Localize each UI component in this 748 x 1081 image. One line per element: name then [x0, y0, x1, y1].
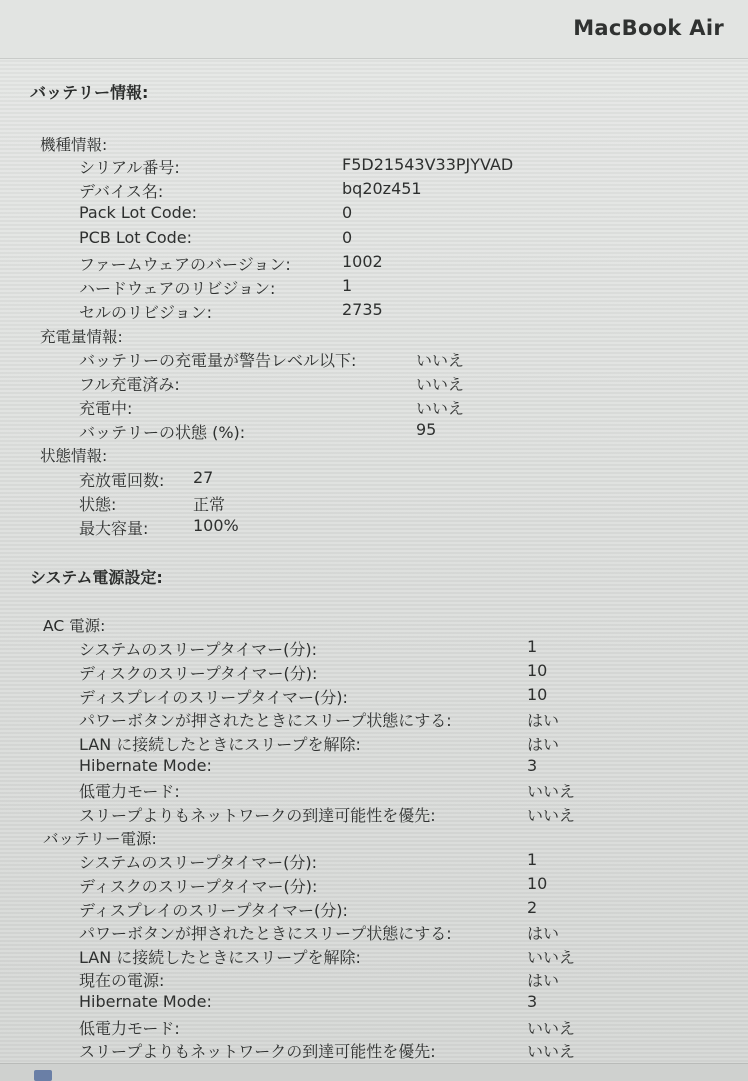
ac-power-value: はい [527, 735, 560, 754]
ac-power-value: はい [527, 711, 560, 730]
health-info-heading: 状態情報: [40, 447, 108, 465]
battery-power-label: ディスクのスリープタイマー(分): [79, 877, 318, 896]
health-info-label: 状態: [79, 495, 117, 514]
charge-info-label: フル充電済み: [79, 375, 180, 394]
laptop-icon [34, 1070, 52, 1081]
ac-power-value: いいえ [527, 806, 576, 825]
battery-power-label: 現在の電源: [79, 971, 165, 990]
charge-info-heading: 充電量情報: [40, 328, 123, 346]
battery-power-value: いいえ [527, 948, 576, 967]
ac-power-value: 10 [527, 661, 548, 680]
charge-info-value: 95 [416, 420, 437, 439]
battery-power-label: スリープよりもネットワークの到達可能性を優先: [79, 1042, 436, 1061]
health-info-label: 最大容量: [79, 519, 149, 538]
model-info-value: 0 [342, 203, 353, 222]
ac-power-label: パワーボタンが押されたときにスリープ状態にする: [79, 711, 452, 730]
charge-info-label: バッテリーの充電量が警告レベル以下: [79, 351, 357, 370]
model-info-heading: 機種情報: [40, 136, 108, 154]
ac-power-label: 低電力モード: [79, 782, 180, 801]
ac-power-heading: AC 電源: [43, 617, 106, 635]
power-settings-section-title: システム電源設定: [30, 568, 163, 587]
health-info-label: 充放電回数: [79, 471, 165, 490]
health-info-value: 正常 [193, 495, 226, 514]
model-info-label: ファームウェアのバージョン: [79, 255, 291, 274]
battery-power-value: はい [527, 971, 560, 990]
battery-report-pane[interactable] [0, 58, 748, 1063]
battery-power-heading: バッテリー電源: [43, 830, 157, 848]
model-info-label: PCB Lot Code: [79, 228, 193, 247]
path-bar [0, 1063, 748, 1081]
charge-info-value: いいえ [416, 399, 465, 418]
ac-power-label: スリープよりもネットワークの到達可能性を優先: [79, 806, 436, 825]
window-header [0, 0, 748, 59]
ac-power-value: いいえ [527, 782, 576, 801]
battery-power-label: LAN に接続したときにスリープを解除: [79, 948, 361, 967]
model-info-label: シリアル番号: [79, 158, 180, 177]
ac-power-label: ディスプレイのスリープタイマー(分): [79, 688, 348, 707]
battery-power-value: 3 [527, 992, 538, 1011]
ac-power-label: ディスクのスリープタイマー(分): [79, 664, 318, 683]
model-info-label: ハードウェアのリビジョン: [79, 279, 276, 298]
battery-power-label: パワーボタンが押されたときにスリープ状態にする: [79, 924, 452, 943]
battery-power-value: 1 [527, 850, 538, 869]
charge-info-label: バッテリーの状態 (%): [79, 423, 246, 442]
health-info-value: 100% [193, 516, 239, 535]
ac-power-value: 1 [527, 637, 538, 656]
model-info-label: デバイス名: [79, 182, 164, 201]
ac-power-value: 10 [527, 685, 548, 704]
model-info-value: 1 [342, 276, 353, 295]
ac-power-label: Hibernate Mode: [79, 756, 212, 775]
battery-power-label: システムのスリープタイマー(分): [79, 853, 318, 872]
battery-power-label: Hibernate Mode: [79, 992, 212, 1011]
model-info-label: セルのリビジョン: [79, 303, 213, 322]
ac-power-label: システムのスリープタイマー(分): [79, 640, 318, 659]
ac-power-value: 3 [527, 756, 538, 775]
charge-info-label: 充電中: [79, 399, 133, 418]
model-info-value: F5D21543V33PJYVAD [342, 155, 514, 174]
health-info-value: 27 [193, 468, 214, 487]
battery-section-title: バッテリー情報: [30, 83, 149, 102]
battery-power-label: ディスプレイのスリープタイマー(分): [79, 901, 348, 920]
charge-info-value: いいえ [416, 351, 465, 370]
model-info-value: 0 [342, 228, 353, 247]
model-info-value: 2735 [342, 300, 383, 319]
model-info-value: 1002 [342, 252, 383, 271]
battery-power-value: 2 [527, 898, 538, 917]
machine-title: MacBook Air [573, 16, 724, 40]
model-info-label: Pack Lot Code: [79, 203, 198, 222]
battery-power-label: 低電力モード: [79, 1019, 180, 1038]
ac-power-label: LAN に接続したときにスリープを解除: [79, 735, 361, 754]
charge-info-value: いいえ [416, 375, 465, 394]
battery-power-value: はい [527, 924, 560, 943]
battery-power-value: いいえ [527, 1019, 576, 1038]
battery-power-value: 10 [527, 874, 548, 893]
model-info-value: bq20z451 [342, 179, 422, 198]
battery-power-value: いいえ [527, 1042, 576, 1061]
